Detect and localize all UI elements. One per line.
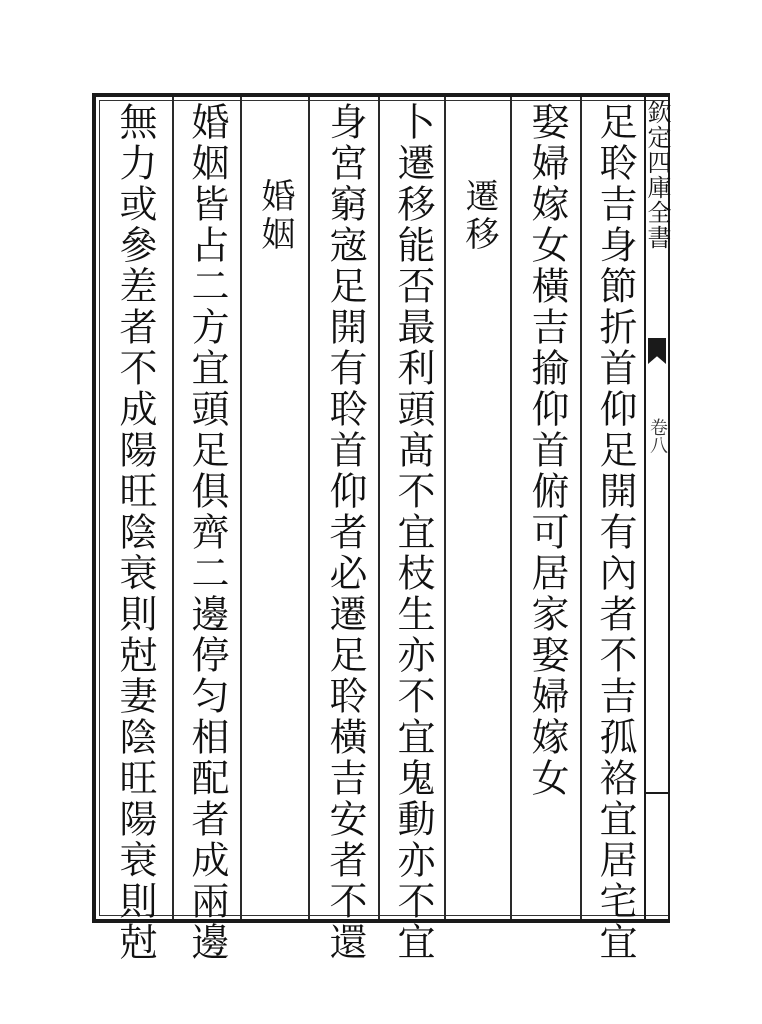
column-divider xyxy=(240,97,242,919)
text-column-4: 卜遷移能否最利頭髙不宜枝生亦不宜鬼動亦不宜 xyxy=(391,102,435,963)
column-divider xyxy=(510,97,512,919)
text-column-1: 足聆吉身節折首仰足開有內者不吉孤袼宜居宅宜 xyxy=(593,102,637,963)
column-divider xyxy=(378,97,380,919)
text-column-2: 娶婦嫁女橫吉揄仰首俯可居家娶婦嫁女 xyxy=(525,102,569,799)
running-head-title: 欽定四庫全書 xyxy=(643,100,671,250)
column-divider xyxy=(172,97,174,919)
column-divider xyxy=(308,97,310,919)
column-divider xyxy=(444,97,446,919)
running-head-volume: 卷八 xyxy=(647,418,668,454)
section-heading-marriage: 婚姻 xyxy=(255,178,295,254)
column-divider xyxy=(580,97,582,919)
margin-rule xyxy=(646,792,668,794)
section-heading-relocation: 遷移 xyxy=(459,178,499,254)
text-column-8: 無力或參差者不成陽旺陰衰則尅妻陰旺陽衰則尅 xyxy=(113,102,157,963)
text-column-5: 身宮窮宼足開有聆首仰者必遷足聆橫吉安者不還 xyxy=(323,102,367,963)
text-column-7: 婚姻皆占二方宜頭足俱齊二邊停匀相配者成兩邊 xyxy=(185,102,229,963)
page-border xyxy=(92,93,670,963)
